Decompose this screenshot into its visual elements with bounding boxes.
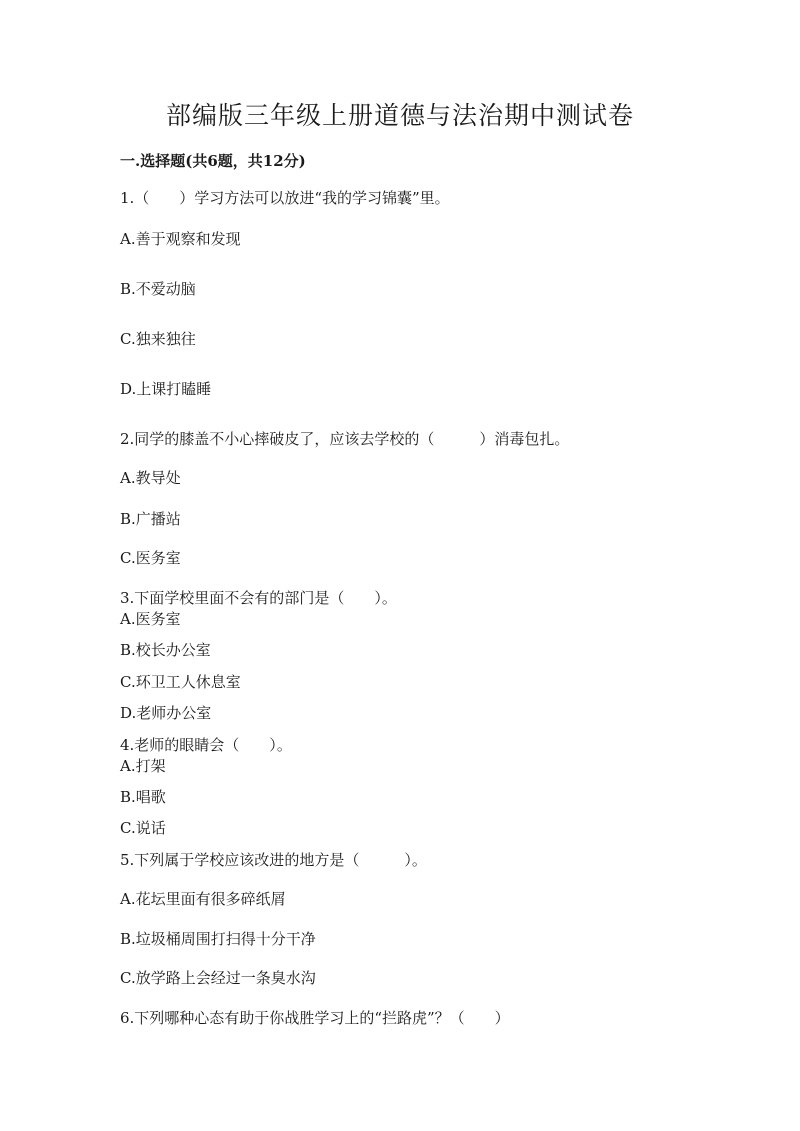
question-stem: 4.老师的眼睛会（ ）。: [120, 736, 292, 754]
question-option: C.独来独往: [120, 330, 196, 348]
question-option: C.说话: [120, 819, 166, 837]
question-option: A.教导处: [120, 469, 181, 487]
question-option: C.环卫工人休息室: [120, 673, 241, 691]
section-heading: 一.选择题(共6题，共12分): [120, 152, 306, 170]
question-option: C.放学路上会经过一条臭水沟: [120, 969, 316, 987]
question-stem: 1.（ ）学习方法可以放进“我的学习锦囊”里。: [120, 189, 450, 207]
question-stem: 2.同学的膝盖不小心摔破皮了，应该去学校的（ ）消毒包扎。: [120, 430, 570, 448]
question-option: A.花坛里面有很多碎纸屑: [120, 890, 286, 908]
question-option: C.医务室: [120, 549, 181, 567]
question-stem: 5.下列属于学校应该改进的地方是（ ）。: [120, 851, 427, 869]
question-option: A.善于观察和发现: [120, 230, 241, 248]
question-option: B.广播站: [120, 510, 181, 528]
question-option: B.不爱动脑: [120, 280, 196, 298]
question-option: B.校长办公室: [120, 641, 211, 659]
question-option: A.打架: [120, 757, 166, 775]
question-option: B.唱歌: [120, 788, 166, 806]
question-option: A.医务室: [120, 610, 181, 628]
page-title: 部编版三年级上册道德与法治期中测试卷: [165, 101, 634, 130]
question-option: D.上课打瞌睡: [120, 380, 212, 398]
question-option: B.垃圾桶周围打扫得十分干净: [120, 930, 316, 948]
question-stem: 6.下列哪种心态有助于你战胜学习上的“拦路虎”？（ ）: [120, 1009, 510, 1027]
question-stem: 3.下面学校里面不会有的部门是（ ）。: [120, 589, 397, 607]
question-option: D.老师办公室: [120, 704, 212, 722]
